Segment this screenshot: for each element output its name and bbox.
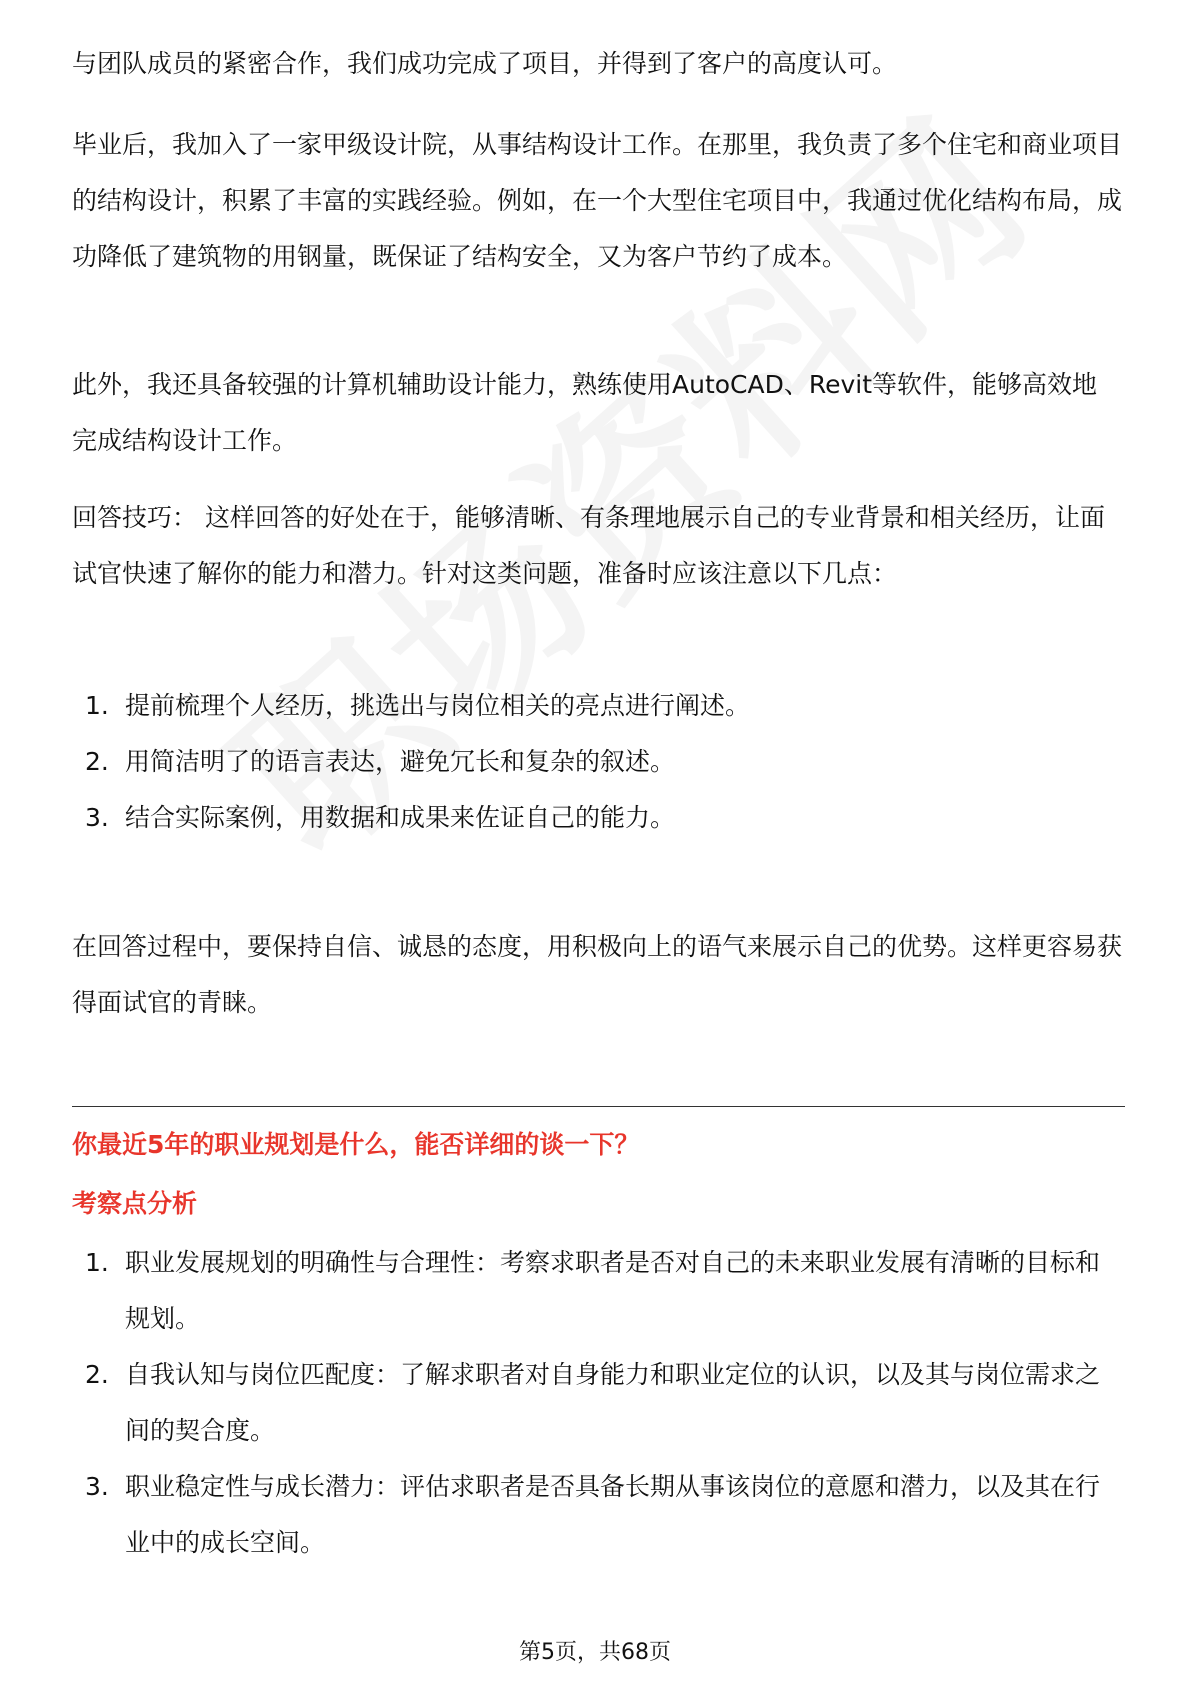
list-item-number: 3. — [85, 803, 109, 832]
list-item — [72, 1235, 1122, 1347]
section-divider — [72, 1106, 1125, 1107]
interview-question: 你最近5年的职业规划是什么，能否详细的谈一下？ — [72, 1130, 640, 1159]
paragraph-teamwork: 与团队成员的紧密合作，我们成功完成了项目，并得到了客户的高度认可。 — [72, 49, 898, 78]
list-item-number: 2. — [85, 747, 109, 776]
page-footer: 第5页，共68页 — [519, 1640, 671, 1665]
list-item-number: 3. — [85, 1472, 109, 1501]
analysis-list — [72, 1235, 1122, 1571]
list-item-text: 职业稳定性与成长潜力：评估求职者是否具备长期从事该岗位的意愿和潜力，以及其在行业中的成长空间。 — [125, 1472, 1101, 1557]
tips-list — [72, 678, 1122, 846]
list-item — [72, 678, 1122, 734]
list-item-number: 1. — [85, 691, 109, 720]
list-item-text: 结合实际案例，用数据和成果来佐证自己的能力。 — [125, 803, 676, 832]
paragraph-closing: 在回答过程中，要保持自信、诚恳的态度，用积极向上的语气来展示自己的优势。这样更容易获得面试官的青睐。 — [72, 932, 1123, 1017]
paragraph-work-experience: 毕业后，我加入了一家甲级设计院，从事结构设计工作。在那里，我负责了多个住宅和商业项目的结构设计，积累了丰富的实践经验。例如，在一个大型住宅项目中，我通过优化结构布局，成功降低了建筑物的用钢量，既保证了结构安全，又为客户节约了成本。 — [72, 130, 1123, 271]
list-item-number: 1. — [85, 1248, 109, 1277]
list-item — [72, 734, 1122, 790]
list-item — [72, 1459, 1122, 1571]
analysis-heading: 考察点分析 — [72, 1189, 198, 1218]
paragraph-cad-skills: 此外，我还具备较强的计算机辅助设计能力，熟练使用AutoCAD、Revit等软件，能够高效地完成结构设计工作。 — [72, 370, 1098, 455]
paragraph-answer-tips: 回答技巧： 这样回答的好处在于，能够清晰、有条理地展示自己的专业背景和相关经历，让面试官快速了解你的能力和潜力。针对这类问题，准备时应该注意以下几点： — [72, 503, 1105, 588]
list-item-number: 2. — [85, 1360, 109, 1389]
list-item — [72, 1347, 1122, 1459]
list-item — [72, 790, 1122, 846]
list-item-text: 职业发展规划的明确性与合理性：考察求职者是否对自己的未来职业发展有清晰的目标和规划。 — [125, 1248, 1101, 1333]
list-item-text: 用简洁明了的语言表达，避免冗长和复杂的叙述。 — [125, 747, 676, 776]
list-item-text: 自我认知与岗位匹配度：了解求职者对自身能力和职业定位的认识，以及其与岗位需求之间的契合度。 — [125, 1360, 1101, 1445]
list-item-text: 提前梳理个人经历，挑选出与岗位相关的亮点进行阐述。 — [125, 691, 751, 720]
